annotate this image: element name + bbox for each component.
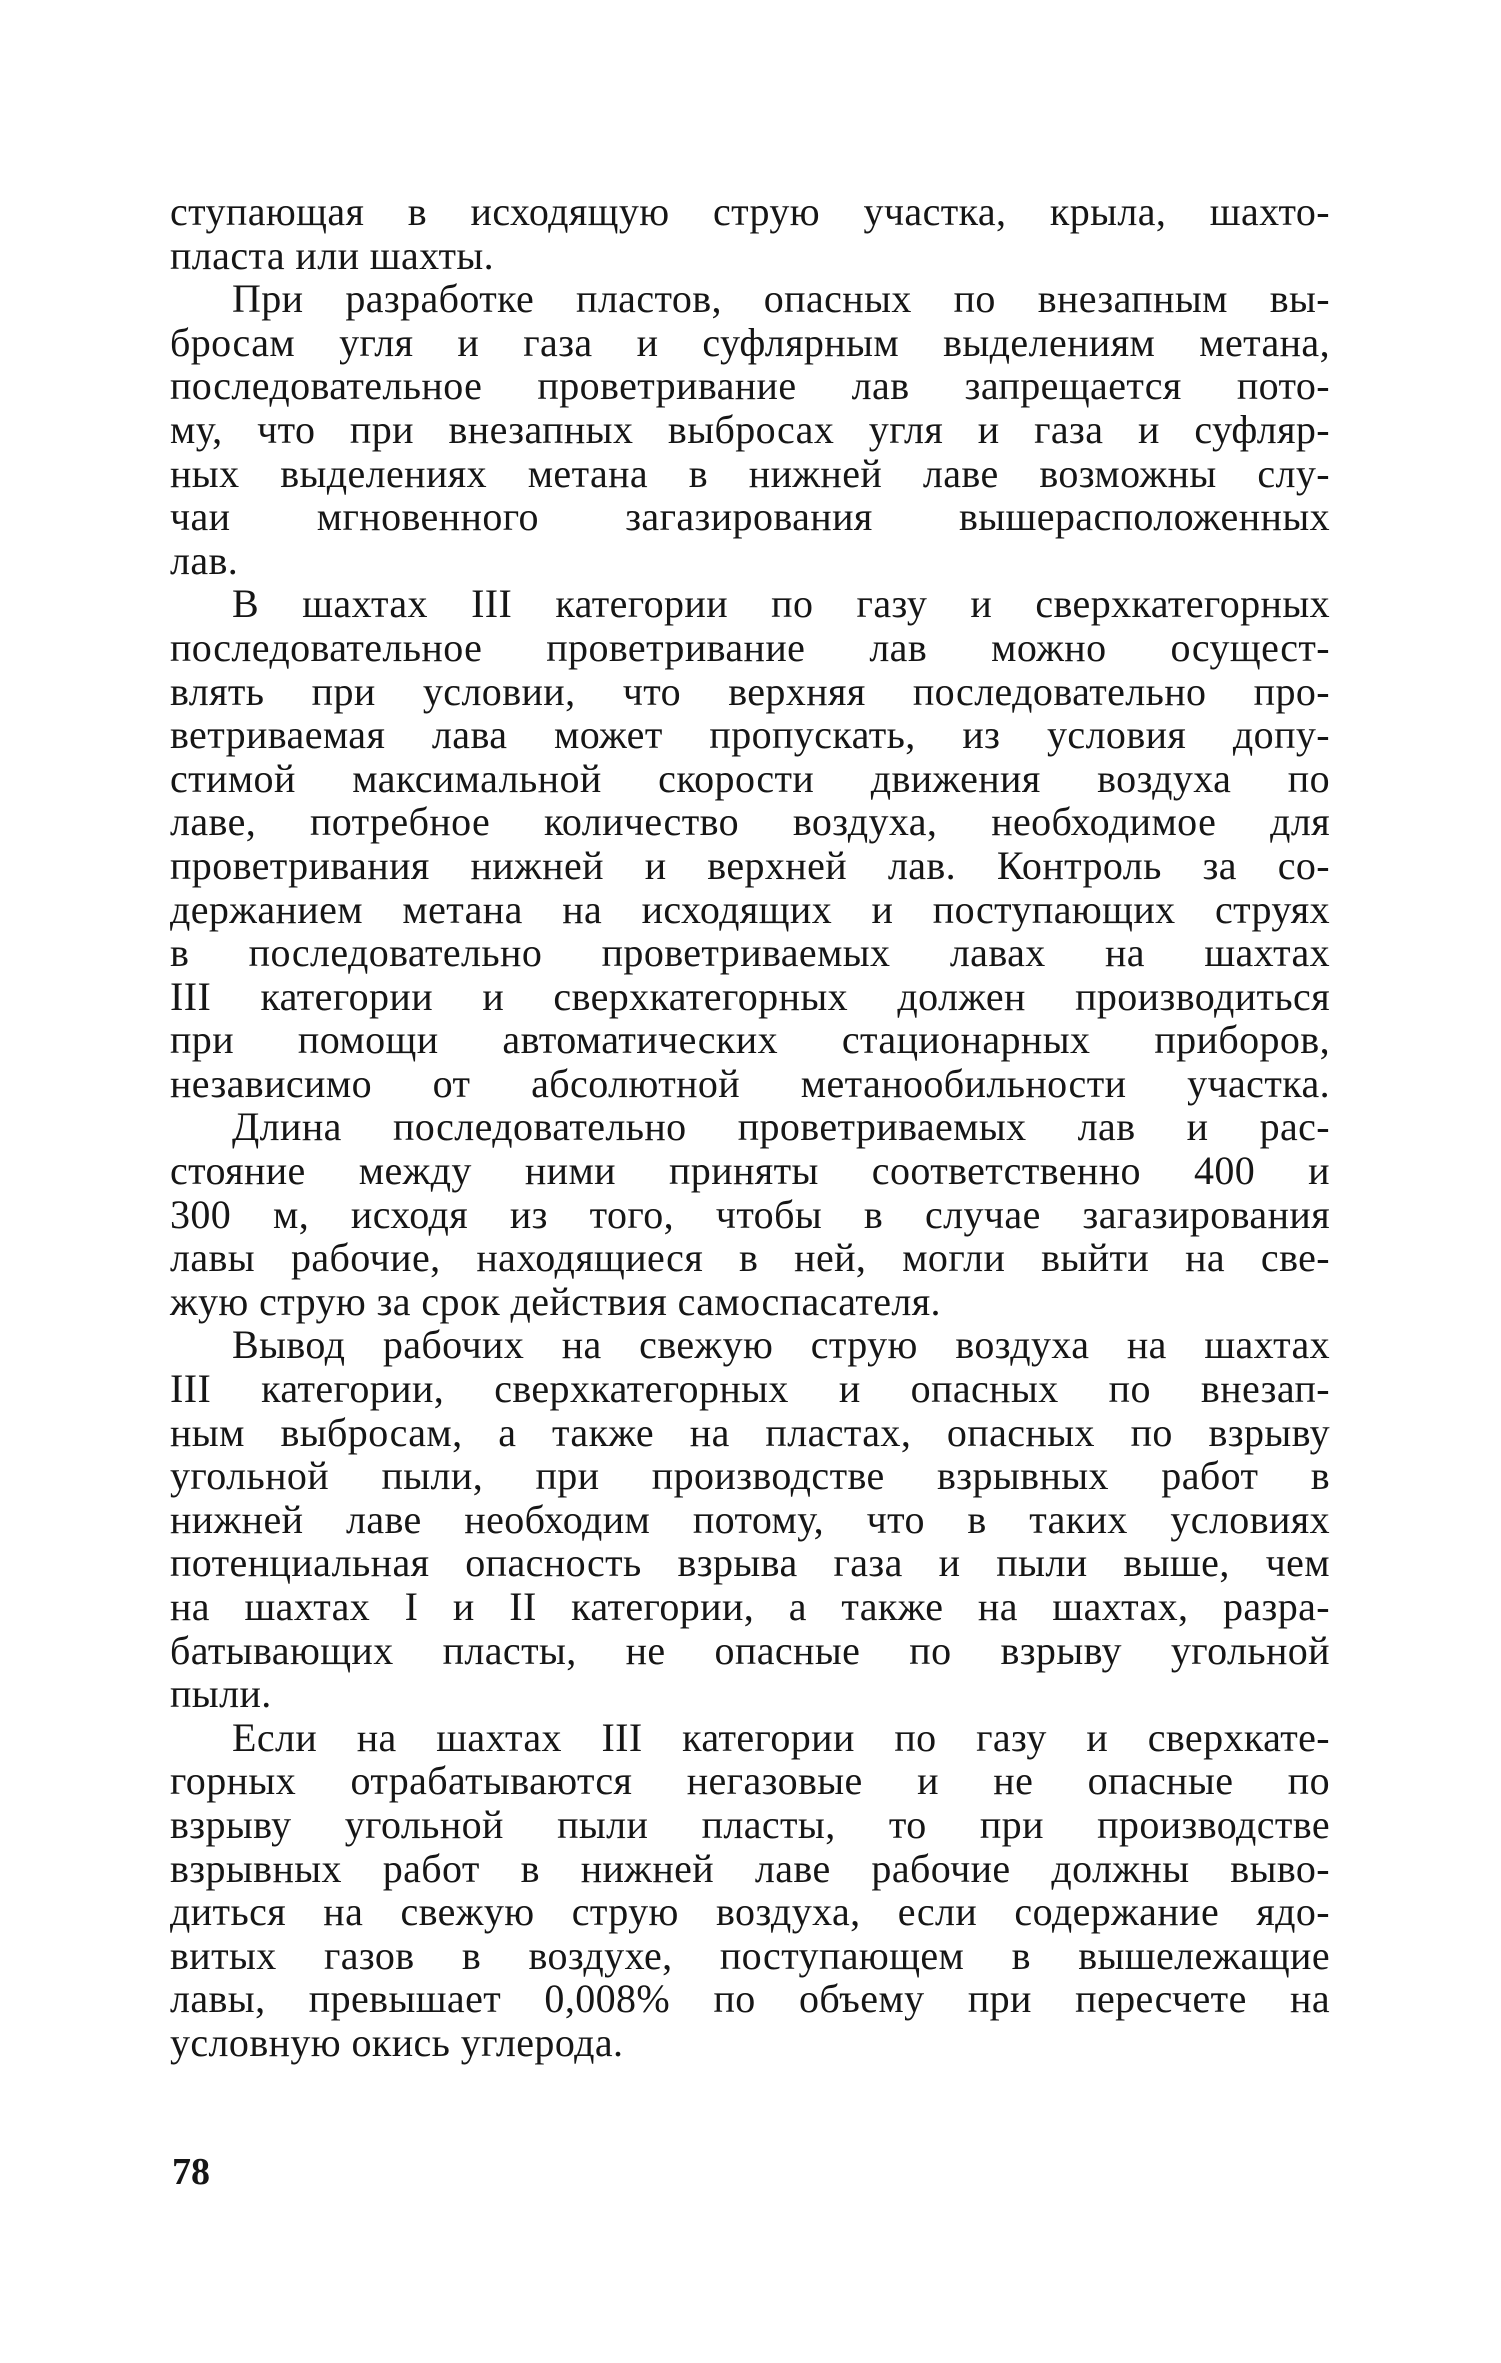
paragraph-4 bbox=[170, 1105, 1330, 1323]
text-line: жую струю за срок действия самоспасателя. bbox=[170, 1278, 941, 1324]
text-line: ных выделениях метана в нижней лаве возможны слу- bbox=[170, 450, 1330, 496]
paragraph-3 bbox=[170, 582, 1330, 1105]
text-line: лаве, потребное количество воздуха, необходимое для bbox=[170, 799, 1330, 845]
text-line: условную окись углерода. bbox=[170, 2019, 624, 2065]
text-line: на шахтах I и II категории, а также на шахтах, разра- bbox=[170, 1584, 1330, 1629]
paragraph-2 bbox=[170, 277, 1330, 582]
text-line: пласта или шахты. bbox=[170, 232, 495, 278]
paragraph-5 bbox=[170, 1323, 1330, 1715]
page-number: 78 bbox=[172, 2151, 210, 2193]
text-line: угольной пыли, при производстве взрывных работ в bbox=[170, 1453, 1330, 1499]
text-line: батывающих пласты, не опасные по взрыву угольной bbox=[170, 1627, 1330, 1673]
text-line: независимо от абсолютной метанообильности участка. bbox=[170, 1060, 1330, 1106]
text-line: Если на шахтах III категории по газу и сверхкате- bbox=[232, 1714, 1330, 1760]
text-line: III категории и сверхкатегорных должен производиться bbox=[170, 973, 1330, 1019]
text-line: стояние между ними приняты соответственно 400 и bbox=[170, 1148, 1330, 1194]
text-line: последовательное проветривание лав можно осущест- bbox=[170, 624, 1330, 670]
text-line: лавы рабочие, находящиеся в ней, могли выйти на све- bbox=[170, 1235, 1330, 1281]
text-line: бросам угля и газа и суфлярным выделениям метана, bbox=[170, 319, 1330, 365]
text-line: лав. bbox=[170, 537, 239, 583]
text-line: диться на свежую струю воздуха, если содержание ядо- bbox=[170, 1889, 1330, 1935]
text-line: ступающая в исходящую струю участка, крыла, шахто- bbox=[170, 189, 1330, 234]
text-line: 300 м, исходя из того, чтобы в случае загазирования bbox=[170, 1191, 1330, 1237]
text-line: III категории, сверхкатегорных и опасных по внезап- bbox=[170, 1366, 1330, 1412]
text-line: нижней лаве необходим потому, что в таких условиях bbox=[170, 1496, 1330, 1542]
text-line: лавы, превышает 0,008% по объему при пересчете на bbox=[170, 1976, 1330, 2022]
text-line: ветриваемая лава может пропускать, из условия допу- bbox=[170, 712, 1330, 758]
text-line: последовательное проветривание лав запрещается пото- bbox=[170, 363, 1330, 409]
text-line: В шахтах III категории по газу и сверхкатегорных bbox=[232, 581, 1330, 627]
text-line: проветривания нижней и верхней лав. Контроль за со- bbox=[170, 842, 1330, 888]
text-line: стимой максимальной скорости движения воздуха по bbox=[170, 755, 1330, 801]
paragraph-6 bbox=[170, 1716, 1330, 2065]
text-line: при помощи автоматических стационарных приборов, bbox=[170, 1017, 1330, 1063]
text-line: му, что при внезапных выбросах угля и газа и суфляр- bbox=[170, 406, 1330, 452]
text-line: витых газов в воздухе, поступающем в вышележащие bbox=[170, 1932, 1330, 1978]
text-line: ным выбросам, а также на пластах, опасных по взрыву bbox=[170, 1409, 1330, 1455]
text-line: держанием метана на исходящих и поступающих струях bbox=[170, 886, 1330, 932]
paragraph-1 bbox=[170, 190, 1330, 277]
text-line: При разработке пластов, опасных по внезапным вы- bbox=[232, 276, 1330, 322]
text-line: влять при условии, что верхняя последовательно про- bbox=[170, 668, 1330, 714]
text-line: пыли. bbox=[170, 1671, 272, 1717]
text-line: в последовательно проветриваемых лавах на шахтах bbox=[170, 930, 1330, 976]
text-line: взрывных работ в нижней лаве рабочие должны выво- bbox=[170, 1845, 1330, 1891]
text-line: Вывод рабочих на свежую струю воздуха на шахтах bbox=[232, 1322, 1330, 1368]
text-line: Длина последовательно проветриваемых лав и рас- bbox=[232, 1104, 1330, 1150]
text-line: чаи мгновенного загазирования вышерасположенных bbox=[170, 494, 1330, 540]
text-line: горных отрабатываются негазовые и не опасные по bbox=[170, 1758, 1330, 1804]
text-line: потенциальная опасность взрыва газа и пыли выше, чем bbox=[170, 1540, 1330, 1586]
text-line: взрыву угольной пыли пласты, то при производстве bbox=[170, 1801, 1330, 1847]
page-body bbox=[170, 190, 1330, 2065]
